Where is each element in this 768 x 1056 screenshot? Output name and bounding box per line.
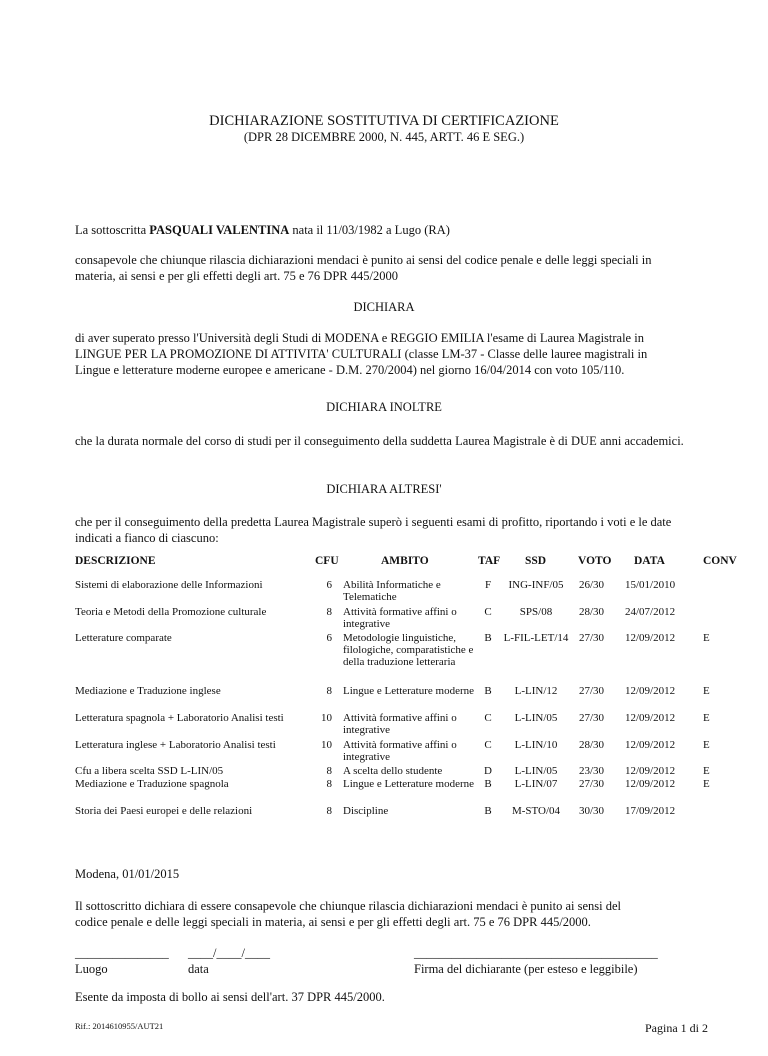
cell-cfu: 8 xyxy=(326,805,332,817)
cell-cfu: 6 xyxy=(326,579,332,591)
cell-voto: 26/30 xyxy=(579,579,605,591)
cell-descrizione: Mediazione e Traduzione spagnola xyxy=(75,778,229,790)
cell-ssd: M-STO/04 xyxy=(511,805,561,817)
declares-heading: DICHIARA xyxy=(353,300,415,314)
cell-conv: E xyxy=(703,712,710,724)
cell-taf: C xyxy=(484,606,492,618)
cell-voto: 27/30 xyxy=(579,632,605,644)
declares-further-paragraph: che per il conseguimento della predetta Laurea Magistrale superò i seguenti esami di profitto, riportando i voti e le date indicati a fianco di ciascuno: xyxy=(75,515,672,545)
cell-descrizione: Teoria e Metodi della Promozione culturale xyxy=(75,606,267,618)
declarant-line xyxy=(75,222,693,238)
closing-line: codice penale e delle leggi speciali in materia, ai sensi e per gli effetti degli art. 75 e 76 DPR 445/2000. xyxy=(75,915,591,929)
cell-data: 12/09/2012 xyxy=(625,685,676,697)
cell-voto: 27/30 xyxy=(579,685,605,697)
cell-data: 12/09/2012 xyxy=(625,712,676,724)
cell-cfu: 8 xyxy=(326,606,332,618)
cell-voto: 30/30 xyxy=(579,805,605,817)
cell-taf: B xyxy=(484,685,492,697)
cell-voto: 28/30 xyxy=(579,739,605,751)
cell-cfu: 8 xyxy=(326,685,332,697)
cell-taf: C xyxy=(484,712,492,724)
date-line[interactable]: ____/____/____ xyxy=(188,946,270,960)
cell-ssd: L-LIN/05 xyxy=(514,765,558,777)
header-conv: CONV xyxy=(703,555,737,567)
cell-voto: 27/30 xyxy=(579,778,605,790)
header-ambito: AMBITO xyxy=(381,555,429,567)
cell-cfu: 10 xyxy=(321,739,332,751)
declares-also-heading: DICHIARA INOLTRE xyxy=(326,400,442,414)
header-taf: TAF xyxy=(478,555,501,567)
cell-cfu: 8 xyxy=(326,778,332,790)
cell-ambito: Abilità Informatiche e Telematiche xyxy=(343,579,441,603)
cell-taf: B xyxy=(484,632,492,644)
closing-paragraph xyxy=(75,898,693,930)
cell-data: 12/09/2012 xyxy=(625,778,676,790)
declarant-prefix: La sottoscritta xyxy=(75,223,150,237)
cell-ssd: L-FIL-LET/14 xyxy=(503,632,569,644)
cell-conv: E xyxy=(703,685,710,697)
cell-ssd: ING-INF/05 xyxy=(508,579,564,591)
cell-ambito: Lingue e Letterature moderne xyxy=(343,685,475,697)
declares-line: Lingue e letterature moderne europee e americane - D.M. 270/2004) nel giorno 16/04/2014 con voto 105/110. xyxy=(75,363,625,377)
cell-taf: D xyxy=(484,765,492,777)
cell-ambito: Metodologie linguistiche, filologiche, comparatistiche e della traduzione letteraria xyxy=(343,632,474,668)
cell-ambito: Discipline xyxy=(343,805,389,817)
signature-label: Firma del dichiarante (per esteso e leggibile) xyxy=(414,962,638,976)
cell-cfu: 10 xyxy=(321,712,332,724)
declares-also-paragraph: che la durata normale del corso di studi per il conseguimento della suddetta Laurea Magistrale è di DUE anni accademici. xyxy=(75,434,684,448)
cell-data: 12/09/2012 xyxy=(625,739,676,751)
cell-taf: B xyxy=(484,778,492,790)
header-cfu: CFU xyxy=(315,555,339,567)
cell-descrizione: Letterature comparate xyxy=(75,632,172,644)
page-number: Pagina 1 di 2 xyxy=(645,1021,708,1035)
cell-descrizione: Storia dei Paesi europei e delle relazioni xyxy=(75,805,253,817)
header-ssd: SSD xyxy=(525,555,547,567)
cell-voto: 27/30 xyxy=(579,712,605,724)
cell-data: 12/09/2012 xyxy=(625,632,676,644)
reference-code: Rif.: 2014610955/AUT21 xyxy=(75,1021,164,1031)
cell-ssd: L-LIN/12 xyxy=(514,685,558,697)
cell-descrizione: Mediazione e Traduzione inglese xyxy=(75,685,221,697)
place-label: Luogo xyxy=(75,962,108,976)
cell-voto: 23/30 xyxy=(579,765,605,777)
cell-ambito: Attività formative affini o integrative xyxy=(343,739,457,763)
cell-taf: B xyxy=(484,805,492,817)
declarant-birth: nata il 11/03/1982 a Lugo (RA) xyxy=(289,223,450,237)
cell-ssd: L-LIN/07 xyxy=(514,778,558,790)
closing-line: Il sottoscritto dichiara di essere consapevole che chiunque rilascia dichiarazioni mendaci è punito ai sensi del xyxy=(75,899,621,913)
cell-cfu: 8 xyxy=(326,765,332,777)
place-line[interactable]: _______________ xyxy=(75,946,169,960)
cell-data: 17/09/2012 xyxy=(625,805,676,817)
cell-conv: E xyxy=(703,632,710,644)
cell-descrizione: Sistemi di elaborazione delle Informazioni xyxy=(75,579,263,591)
declares-line: di aver superato presso l'Università degli Studi di MODENA e REGGIO EMILIA l'esame di Laurea Magistrale in xyxy=(75,331,644,345)
cell-ambito: A scelta dello studente xyxy=(343,765,443,777)
awareness-paragraph: consapevole che chiunque rilascia dichiarazioni mendaci è punito ai sensi del codice penale e delle leggi speciali in materia, ai sensi e per gli effetti degli art. 75 e 76 DPR 445/2000 xyxy=(75,253,652,283)
cell-data: 24/07/2012 xyxy=(625,606,676,618)
place-date: Modena, 01/01/2015 xyxy=(75,867,180,881)
date-label: data xyxy=(188,962,209,976)
cell-ambito: Lingue e Letterature moderne xyxy=(343,778,475,790)
cell-ambito: Attività formative affini o integrative xyxy=(343,712,457,736)
cell-descrizione: Cfu a libera scelta SSD L-LIN/05 xyxy=(75,765,224,777)
cell-descrizione: Letteratura spagnola + Laboratorio Analisi testi xyxy=(75,712,284,724)
cell-data: 12/09/2012 xyxy=(625,765,676,777)
cell-voto: 28/30 xyxy=(579,606,605,618)
document-subtitle: (DPR 28 DICEMBRE 2000, N. 445, ARTT. 46 E SEG.) xyxy=(243,130,525,144)
declares-paragraph xyxy=(75,330,693,378)
cell-ssd: SPS/08 xyxy=(519,606,553,618)
declares-further-heading: DICHIARA ALTRESI' xyxy=(326,482,442,496)
cell-conv: E xyxy=(703,778,710,790)
cell-conv: E xyxy=(703,765,710,777)
declarant-name: PASQUALI VALENTINA xyxy=(149,223,290,237)
cell-taf: C xyxy=(484,739,492,751)
document-title: DICHIARAZIONE SOSTITUTIVA DI CERTIFICAZIONE xyxy=(209,113,559,129)
cell-ambito: Attività formative affini o integrative xyxy=(343,606,457,630)
cell-descrizione: Letteratura inglese + Laboratorio Analisi testi xyxy=(75,739,276,751)
header-data: DATA xyxy=(634,555,665,567)
cell-cfu: 6 xyxy=(326,632,332,644)
stamp-note: Esente da imposta di bollo ai sensi dell'art. 37 DPR 445/2000. xyxy=(75,990,385,1004)
cell-taf: F xyxy=(484,579,492,591)
cell-conv: E xyxy=(703,739,710,751)
signature-line[interactable]: _______________________________________ xyxy=(414,946,658,960)
cell-ssd: L-LIN/05 xyxy=(514,712,558,724)
cell-data: 15/01/2010 xyxy=(625,579,676,591)
header-descrizione: DESCRIZIONE xyxy=(75,555,156,567)
declares-line: LINGUE PER LA PROMOZIONE DI ATTIVITA' CULTURALI (classe LM-37 - Classe delle lauree magistrali in xyxy=(75,347,648,361)
header-voto: VOTO xyxy=(578,555,612,567)
cell-ssd: L-LIN/10 xyxy=(514,739,558,751)
